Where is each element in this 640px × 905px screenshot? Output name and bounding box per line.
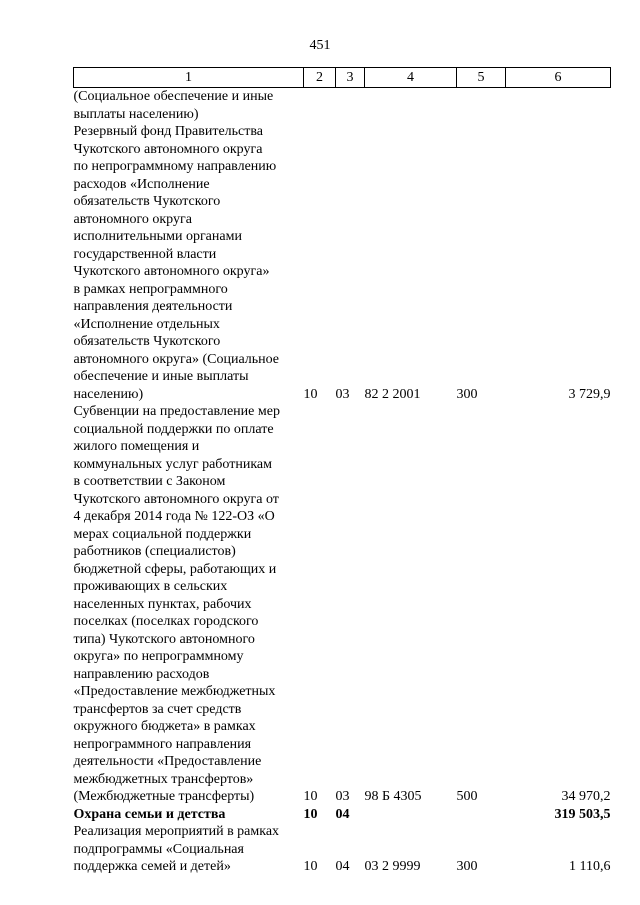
table-row [74, 88, 611, 124]
description-line: направлению расходов [73, 666, 210, 682]
header-col-1: 1 [74, 68, 304, 88]
row-subsection: 04 [335, 806, 350, 822]
row-section: 10 [303, 806, 318, 822]
row-section: 10 [303, 859, 318, 874]
header-col-3: 3 [336, 68, 365, 88]
page-number: 451 [309, 38, 331, 53]
row-section: 10 [303, 789, 318, 804]
header-col-5: 5 [457, 68, 506, 88]
description-line: обязательств Чукотского [73, 194, 221, 209]
row-expense-kind: 500 [456, 789, 478, 804]
description-line: Чукотского автономного округа» [73, 264, 270, 279]
description-line: бюджетной сферы, работающих и [73, 561, 277, 577]
row-expense-kind [457, 806, 506, 824]
row-target-code: 98 Б 4305 [364, 789, 422, 804]
description-line: жилого помещения и [73, 439, 200, 454]
description-line: коммунальных услуг работникам [73, 456, 273, 472]
description-line: трансфертов за счет средств [73, 701, 242, 717]
row-target-code [365, 88, 457, 124]
description-line: Охрана семьи и детства [73, 806, 226, 822]
row-target-code [365, 806, 457, 824]
description-line: «Исполнение отдельных [73, 316, 220, 332]
row-amount: 3 729,9 [568, 386, 611, 402]
description-line: обеспечение и иные выплаты [73, 369, 249, 384]
row-section: 10 [303, 386, 318, 402]
row-description [74, 123, 304, 403]
row-expense-kind: 300 [456, 859, 478, 874]
row-section [304, 88, 336, 124]
description-line: выплаты населению) [73, 106, 199, 122]
row-amount: 1 110,6 [569, 859, 611, 874]
table-row [74, 806, 611, 824]
description-line: Субвенции на предоставление мер [73, 404, 280, 419]
description-line: государственной власти [73, 246, 217, 262]
description-line: подпрограммы «Социальная [73, 841, 244, 857]
row-target-code: 82 2 2001 [364, 386, 421, 402]
description-line: (Межбюджетные трансферты) [73, 789, 255, 804]
description-line: поселках (поселках городского [73, 614, 259, 629]
row-amount: 34 970,2 [561, 789, 611, 804]
table-body [74, 88, 611, 876]
description-line: исполнительными органами [73, 229, 242, 244]
description-line: обязательств Чукотского [73, 334, 221, 349]
description-line: «Предоставление межбюджетных [73, 684, 276, 699]
description-line: направления деятельности [73, 299, 233, 314]
description-line: автономного округа [73, 211, 192, 227]
row-expense-kind: 300 [456, 386, 478, 402]
row-subsection [336, 88, 365, 124]
description-line: межбюджетных трансфертов» [73, 771, 254, 787]
row-target-code: 03 2 9999 [364, 859, 421, 874]
description-line: окружного бюджета» в рамках [73, 719, 256, 734]
header-col-6: 6 [506, 68, 611, 88]
description-line: в рамках непрограммного [73, 281, 228, 297]
row-subsection: 04 [335, 859, 350, 874]
description-line: Чукотского автономного округа [73, 141, 263, 157]
description-line: 4 декабря 2014 года № 122-ОЗ «О [73, 509, 275, 524]
description-line: Резервный фонд Правительства [73, 124, 264, 139]
row-subsection: 03 [335, 789, 350, 804]
description-line: непрограммного направления [73, 736, 252, 752]
description-line: типа) Чукотского автономного [73, 631, 255, 647]
table-row [74, 123, 611, 403]
row-description [74, 806, 304, 824]
table-row [74, 403, 611, 806]
table-row [74, 823, 611, 876]
header-row [74, 68, 611, 88]
row-amount [506, 88, 611, 124]
row-amount: 319 503,5 [554, 806, 611, 822]
row-subsection: 03 [335, 386, 350, 402]
description-line: по непрограммному направлению [73, 159, 277, 174]
row-expense-kind [457, 88, 506, 124]
description-line: Реализация мероприятий в рамках [73, 824, 280, 839]
description-line: (Социальное обеспечение и иные [73, 89, 274, 104]
row-description [74, 403, 304, 806]
description-line: населению) [73, 386, 144, 402]
header-col-4: 4 [365, 68, 457, 88]
description-line: работников (специалистов) [73, 544, 236, 559]
row-description [74, 823, 304, 876]
description-line: округа» по непрограммному [73, 649, 244, 664]
description-line: мерах социальной поддержки [73, 526, 252, 542]
description-line: в соответствии с Законом [73, 474, 226, 489]
description-line: автономного округа» (Социальное [73, 351, 280, 367]
budget-table [73, 67, 611, 876]
description-line: социальной поддержки по оплате [73, 421, 274, 437]
description-line: расходов «Исполнение [73, 176, 210, 192]
row-description [74, 88, 304, 124]
description-line: поддержка семей и детей» [73, 859, 231, 874]
description-line: населенных пунктах, рабочих [73, 596, 252, 612]
description-line: деятельности «Предоставление [73, 754, 262, 769]
description-line: проживающих в сельских [73, 579, 228, 594]
header-col-2: 2 [304, 68, 336, 88]
description-line: Чукотского автономного округа от [73, 491, 279, 507]
